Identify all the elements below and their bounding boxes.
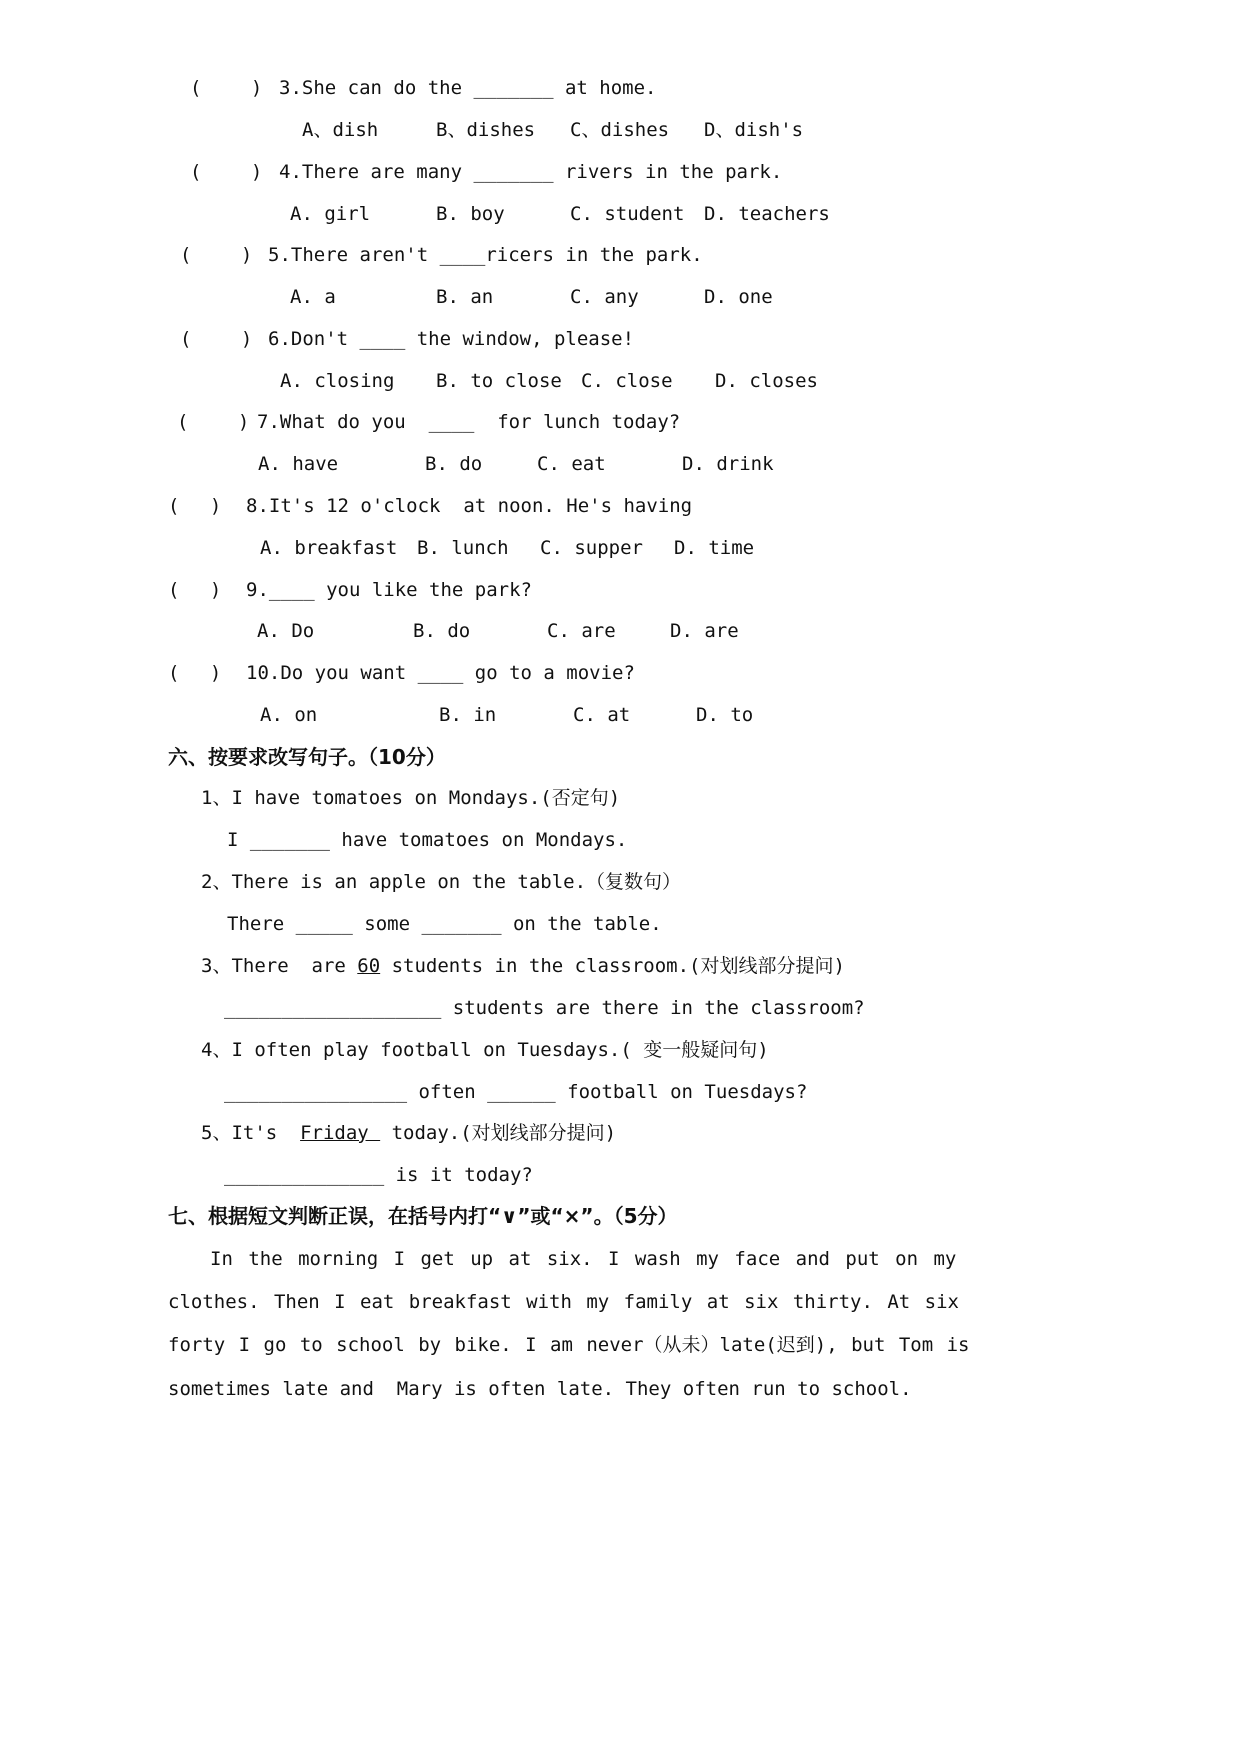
rewrite-answer-line[interactable]: ________________ often ______ football on Tuesdays?: [224, 1081, 808, 1103]
option: C. at: [573, 704, 631, 726]
rewrite-answer-line[interactable]: There _____ some _______ on the table.: [227, 913, 662, 935]
rewrite-question: [201, 954, 845, 978]
question-stem: 5.There aren't ____ricers in the park.: [268, 244, 703, 266]
option: C. close: [581, 370, 673, 392]
option: C. eat: [537, 453, 606, 475]
question-text: today.(对划线部分提问): [380, 1122, 617, 1144]
answer-bracket[interactable]: ( ): [180, 328, 253, 350]
option: B、dishes: [436, 119, 536, 141]
rewrite-question: 2、There is an apple on the table.（复数句）: [201, 871, 682, 893]
option: A. a: [290, 286, 336, 308]
question-text: students in the classroom.(对划线部分提问): [380, 955, 845, 977]
option: B. to close: [436, 370, 562, 392]
question-text: 5、It's: [201, 1122, 301, 1144]
option: C. supper: [540, 537, 643, 559]
option: A. Do: [257, 620, 315, 642]
answer-bracket[interactable]: ( ): [180, 244, 253, 266]
answer-bracket[interactable]: ( ): [190, 161, 263, 183]
option: D. one: [704, 286, 773, 308]
option: A. breakfast: [260, 537, 398, 559]
section-7-heading: 七、根据短文判断正误，在括号内打“∨”或“×”。（5分）: [168, 1204, 678, 1228]
rewrite-question: [201, 1121, 616, 1145]
rewrite-answer-line[interactable]: ______________ is it today?: [224, 1164, 533, 1186]
rewrite-question: 1、I have tomatoes on Mondays.(否定句): [201, 787, 621, 809]
passage-line: clothes. Then I eat breakfast with my family at six thirty. At six: [168, 1291, 959, 1313]
option: B. in: [439, 704, 497, 726]
answer-bracket[interactable]: ( ): [177, 411, 250, 433]
option: C、dishes: [570, 119, 670, 141]
question-stem: 9.____ you like the park?: [246, 579, 532, 601]
option: C. are: [547, 620, 616, 642]
option: A. closing: [280, 370, 395, 392]
option: A. have: [258, 453, 339, 475]
question-stem: 6.Don't ____ the window, please!: [268, 328, 635, 350]
answer-bracket[interactable]: ( ): [168, 495, 222, 517]
option: D. time: [674, 537, 755, 559]
option: D. drink: [682, 453, 774, 475]
question-stem: 3.She can do the _______ at home.: [279, 77, 657, 99]
rewrite-question: 4、I often play football on Tuesdays.( 变一般疑问句): [201, 1039, 769, 1061]
option: B. boy: [436, 203, 505, 225]
option: A、dish: [302, 119, 379, 141]
question-stem: 10.Do you want ____ go to a movie?: [246, 662, 635, 684]
question-stem: 8.It's 12 o'clock at noon. He's having: [246, 495, 693, 517]
option: B. lunch: [417, 537, 509, 559]
passage-line: In the morning I get up at six. I wash my face and put on my: [210, 1248, 957, 1270]
passage-line: sometimes late and Mary is often late. They often run to school.: [168, 1378, 912, 1400]
question-text: 3、There are: [201, 955, 358, 977]
option: D、dish's: [704, 119, 804, 141]
option: A. on: [260, 704, 318, 726]
option: B. do: [425, 453, 483, 475]
option: B. do: [413, 620, 471, 642]
rewrite-answer-line[interactable]: I _______ have tomatoes on Mondays.: [227, 829, 628, 851]
question-stem: 7.What do you ____ for lunch today?: [257, 411, 681, 433]
option: B. an: [436, 286, 494, 308]
option: D. teachers: [704, 203, 830, 225]
answer-bracket[interactable]: ( ): [190, 77, 263, 99]
option: C. any: [570, 286, 639, 308]
section-6-heading: 六、按要求改写句子。（10分）: [168, 745, 446, 769]
underlined-part: 60: [357, 955, 381, 977]
answer-bracket[interactable]: ( ): [168, 579, 222, 601]
option: C. student: [570, 203, 685, 225]
passage-line: forty I go to school by bike. I am never（从未）late(迟到), but Tom is: [168, 1334, 970, 1356]
rewrite-answer-line[interactable]: ___________________ students are there in the classroom?: [224, 997, 865, 1019]
answer-bracket[interactable]: ( ): [168, 662, 222, 684]
option: D. to: [696, 704, 754, 726]
underlined-part: Friday: [300, 1122, 381, 1144]
option: A. girl: [290, 203, 371, 225]
option: D. closes: [715, 370, 818, 392]
option: D. are: [670, 620, 739, 642]
question-stem: 4.There are many _______ rivers in the park.: [279, 161, 783, 183]
